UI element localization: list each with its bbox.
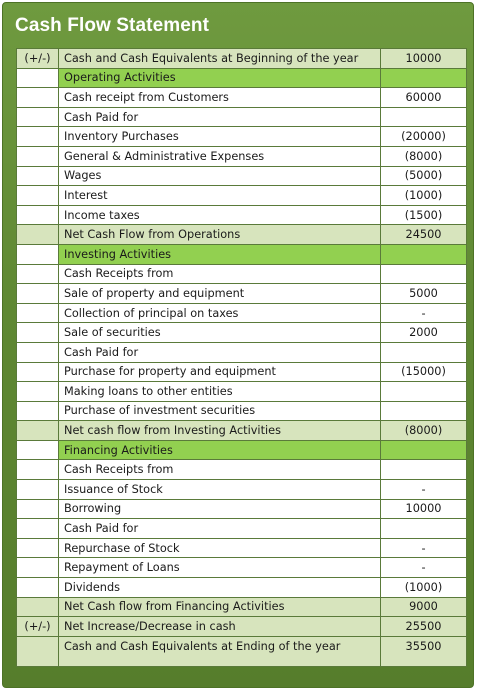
amount-cell: 2000 [381,323,467,343]
table-row [17,244,467,264]
amount-cell [381,342,467,362]
table-row [17,264,467,284]
amount-cell [381,264,467,284]
table-row [17,127,467,147]
table-row [17,636,467,666]
sign-cell [17,499,59,519]
amount-cell [381,244,467,264]
table-row [17,519,467,539]
amount-cell [381,460,467,480]
amount-cell: (8000) [381,421,467,441]
sign-cell [17,440,59,460]
sign-cell [17,558,59,578]
line-item-label: Repayment of Loans [59,558,381,578]
amount-cell [381,382,467,402]
amount-cell [381,68,467,88]
line-item-label: General & Administrative Expenses [59,146,381,166]
line-item-label: Net Cash Flow from Operations [59,225,381,245]
amount-cell: 25500 [381,617,467,637]
table-row [17,362,467,382]
line-item-label: Sale of securities [59,323,381,343]
section-heading: Financing Activities [59,440,381,460]
table-row [17,460,467,480]
table-row [17,558,467,578]
table-row [17,284,467,304]
table-row [17,538,467,558]
table-row [17,440,467,460]
line-item-label: Dividends [59,578,381,598]
table-row [17,421,467,441]
amount-cell: (5000) [381,166,467,186]
line-item-label: Purchase for property and equipment [59,362,381,382]
line-item-label: Cash and Cash Equivalents at Beginning of the year [59,49,381,69]
amount-cell: - [381,538,467,558]
line-item-label: Repurchase of Stock [59,538,381,558]
line-item-label: Cash Receipts from [59,460,381,480]
amount-cell: 10000 [381,499,467,519]
line-item-label: Sale of property and equipment [59,284,381,304]
line-item-label: Cash Paid for [59,342,381,362]
section-heading: Investing Activities [59,244,381,264]
table-row [17,186,467,206]
amount-cell: 10000 [381,49,467,69]
sign-cell [17,284,59,304]
sign-cell [17,303,59,323]
line-item-label: Issuance of Stock [59,480,381,500]
amount-cell: (1000) [381,186,467,206]
line-item-label: Net Cash flow from Financing Activities [59,597,381,617]
table-row [17,401,467,421]
line-item-label: Cash Paid for [59,519,381,539]
cash-flow-rows [17,49,467,667]
line-item-label: Interest [59,186,381,206]
sign-cell [17,205,59,225]
sign-cell [17,146,59,166]
sign-cell [17,127,59,147]
amount-cell [381,519,467,539]
sign-cell [17,244,59,264]
page-title: Cash Flow Statement [15,15,210,36]
sign-cell [17,68,59,88]
line-item-label: Borrowing [59,499,381,519]
table-row [17,88,467,108]
amount-cell: 35500 [381,636,467,666]
sign-cell [17,186,59,206]
sign-cell [17,362,59,382]
table-row [17,597,467,617]
amount-cell: (1500) [381,205,467,225]
table-row [17,166,467,186]
table-row [17,323,467,343]
table-row [17,49,467,69]
amount-cell: 5000 [381,284,467,304]
table-row [17,225,467,245]
table-row [17,617,467,637]
sign-cell [17,166,59,186]
line-item-label: Cash Receipts from [59,264,381,284]
amount-cell: 9000 [381,597,467,617]
line-item-label: Net Increase/Decrease in cash [59,617,381,637]
sign-cell [17,342,59,362]
sign-cell: (+/-) [17,49,59,69]
sign-cell [17,460,59,480]
line-item-label: Income taxes [59,205,381,225]
section-heading: Operating Activities [59,68,381,88]
amount-cell: (20000) [381,127,467,147]
sign-cell [17,578,59,598]
amount-cell: (15000) [381,362,467,382]
sign-cell [17,636,59,666]
amount-cell [381,440,467,460]
amount-cell: - [381,303,467,323]
line-item-label: Purchase of investment securities [59,401,381,421]
table-row [17,68,467,88]
line-item-label: Wages [59,166,381,186]
amount-cell: 60000 [381,88,467,108]
table-row [17,382,467,402]
statement-card [2,2,474,688]
sign-cell [17,480,59,500]
cash-flow-table [16,48,467,667]
line-item-label: Collection of principal on taxes [59,303,381,323]
amount-cell: - [381,558,467,578]
line-item-label: Cash receipt from Customers [59,88,381,108]
line-item-label: Net cash flow from Investing Activities [59,421,381,441]
sign-cell [17,401,59,421]
line-item-label: Inventory Purchases [59,127,381,147]
amount-cell: 24500 [381,225,467,245]
sign-cell [17,519,59,539]
line-item-label: Cash and Cash Equivalents at Ending of the year [59,636,381,666]
sign-cell [17,421,59,441]
table-row [17,578,467,598]
amount-cell [381,107,467,127]
sign-cell [17,323,59,343]
table-row [17,146,467,166]
amount-cell: (1000) [381,578,467,598]
sign-cell [17,382,59,402]
amount-cell: - [381,480,467,500]
line-item-label: Making loans to other entities [59,382,381,402]
sign-cell [17,107,59,127]
amount-cell: (8000) [381,146,467,166]
sign-cell [17,538,59,558]
sign-cell [17,264,59,284]
sign-cell: (+/-) [17,617,59,637]
table-row [17,499,467,519]
amount-cell [381,401,467,421]
table-row [17,303,467,323]
sign-cell [17,597,59,617]
table-row [17,480,467,500]
table-row [17,342,467,362]
table-row [17,107,467,127]
line-item-label: Cash Paid for [59,107,381,127]
sign-cell [17,225,59,245]
sign-cell [17,88,59,108]
table-row [17,205,467,225]
